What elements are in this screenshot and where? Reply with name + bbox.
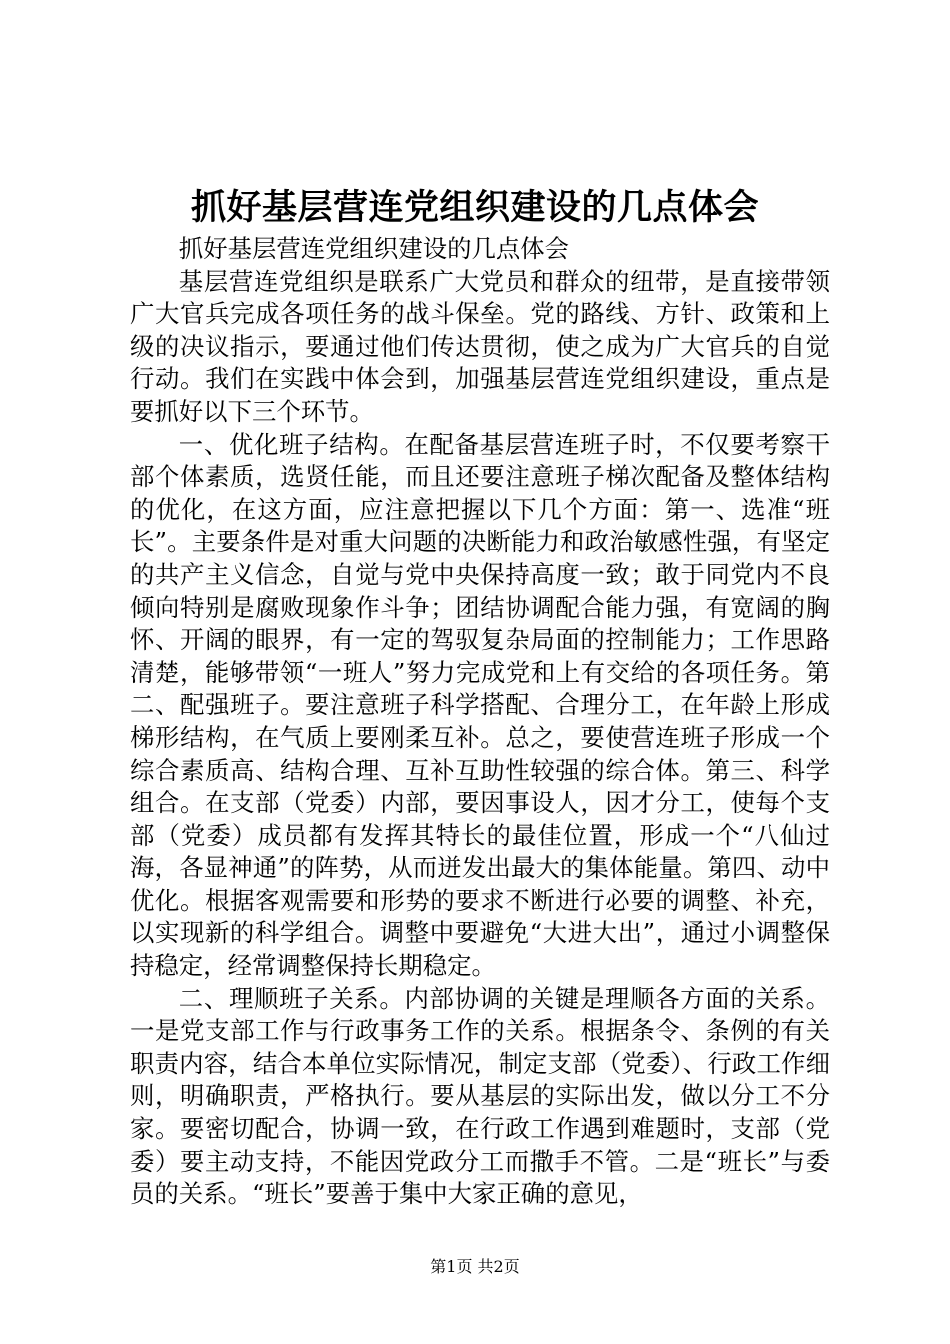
document-title: 抓好基层营连党组织建设的几点体会 (190, 187, 759, 228)
paragraph-subtitle: 抓好基层营连党组织建设的几点体会 (178, 234, 570, 263)
paragraph-intro: 基层营连党组织是联系广大党员和群众的纽带，是直接带领广大官兵完成各项任务的战斗保垒。党的路线、方针、政策和上级的决议指示，要通过他们传达贯彻，使之成为广大官兵的自觉行动。我们在实践中体会到，加强基层营连党组织建设，重点是要抓好以下三个环节。 (130, 266, 830, 426)
paragraph-section-two: 二、理顺班子关系。内部协调的关键是理顺各方面的关系。一是党支部工作与行政事务工作的关系。根据条令、条例的有关职责内容，结合本单位实际情况，制定支部（党委）、行政工作细则，明确职责，严格执行。要从基层的实际出发，做以分工不分家。要密切配合，协调一致，在行政工作遇到难题时，支部（党委）要主动支持，不能因党政分工而撒手不管。二是“班长”与委员的关系。“班长”要善于集中大家正确的意见， (130, 983, 830, 1209)
paragraph-section-one: 一、优化班子结构。在配备基层营连班子时，不仅要考察干部个体素质，选贤任能，而且还要注意班子梯次配备及整体结构的优化，在这方面，应注意把握以下几个方面：第一、选准“班长”。主要条件是对重大问题的决断能力和政治敏感性强，有坚定的共产主义信念，自觉与党中央保持高度一致；敢于同党内不良倾向特别是腐败现象作斗争；团结协调配合能力强，有宽阔的胸怀、开阔的眼界，有一定的驾驭复杂局面的控制能力；工作思路清楚，能够带领“一班人”努力完成党和上有交给的各项任务。第二、配强班子。要注意班子科学搭配、合理分工，在年龄上形成梯形结构，在气质上要刚柔互补。总之，要使营连班子形成一个综合素质高、结构合理、互补互助性较强的综合体。第三、科学组合。在支部（党委）内部，要因事设人，因才分工，使每个支部（党委）成员都有发挥其特长的最佳位置，形成一个“八仙过海，各显神通”的阵势，从而迸发出最大的集体能量。第四、动中优化。根据客观需要和形势的要求不断进行必要的调整、补充，以实现新的科学组合。调整中要避免“大进大出”，通过小调整保持稳定，经常调整保持长期稳定。 (130, 429, 830, 981)
page-footer: 第1页 共2页 (430, 1257, 520, 1276)
document-body (130, 233, 830, 1211)
